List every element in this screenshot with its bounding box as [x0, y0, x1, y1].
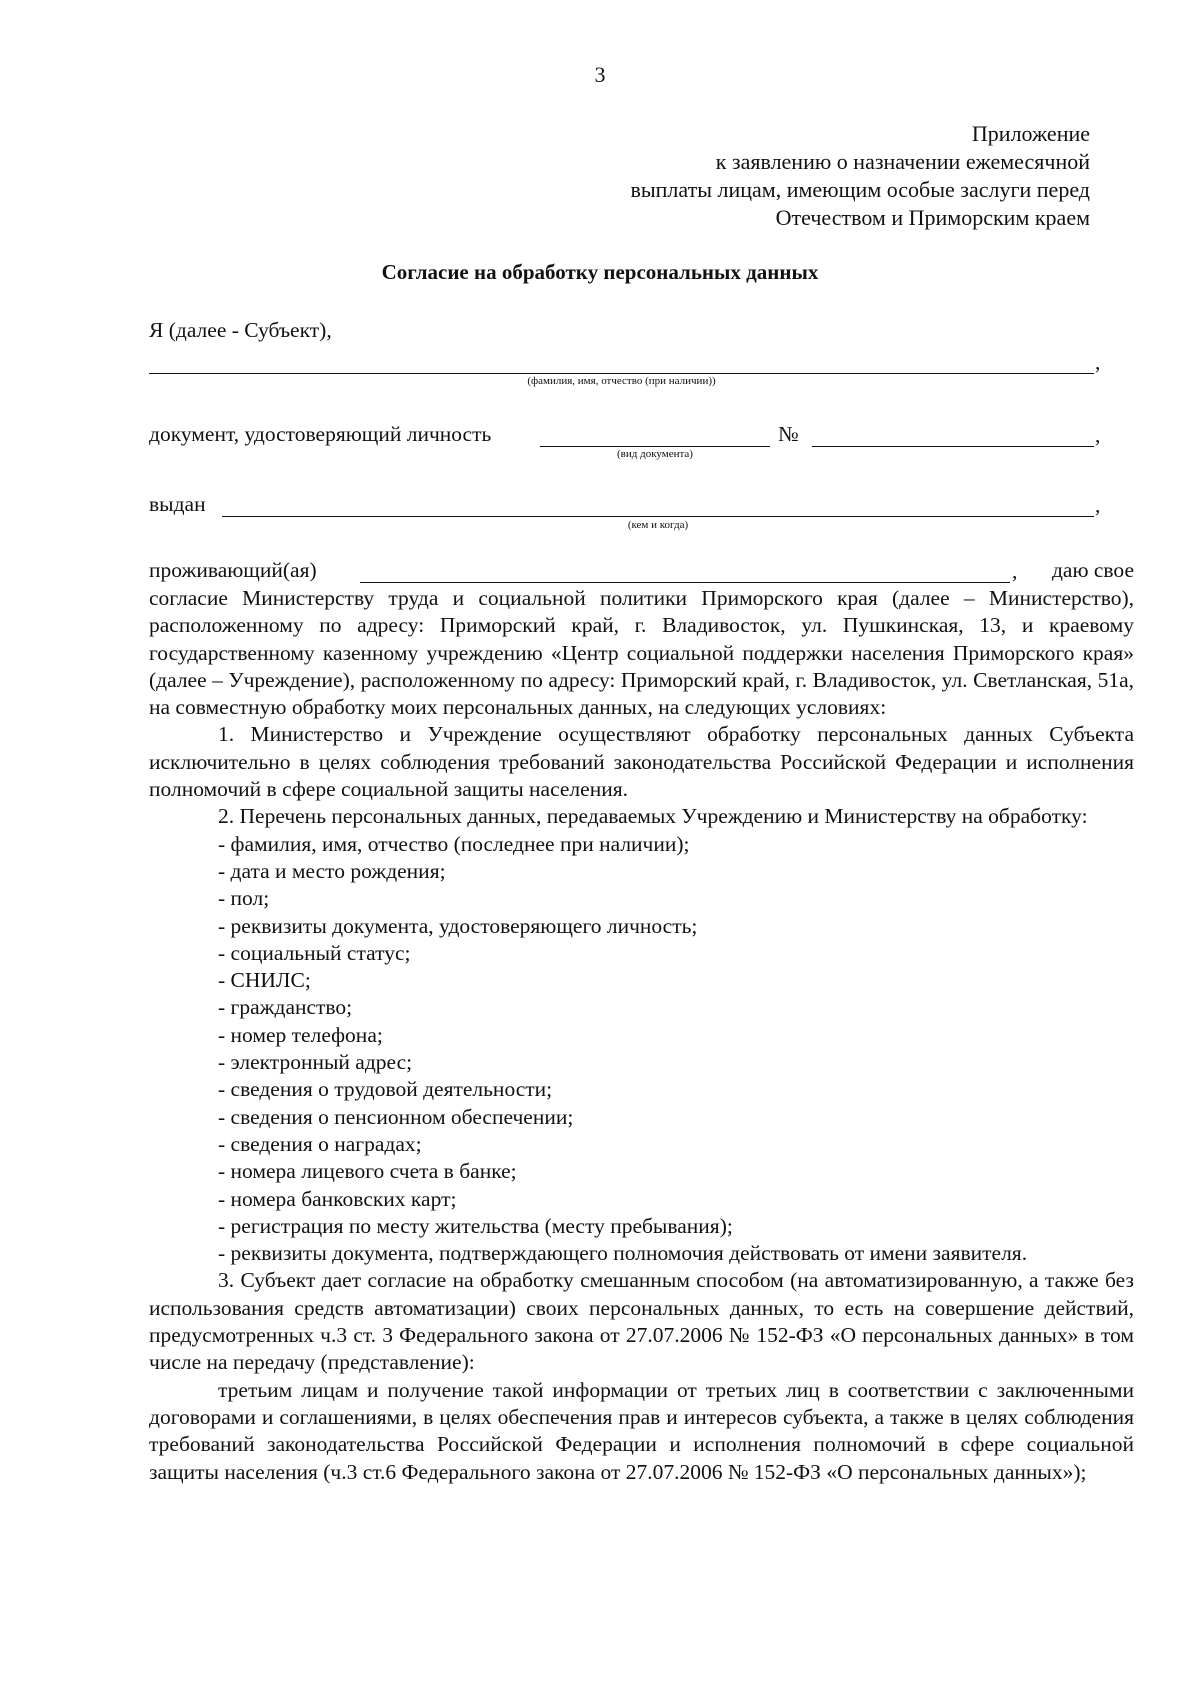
list-item: - номера лицевого счета в банке; — [218, 1159, 517, 1184]
intro-paragraph: согласие Министерству труда и социальной политики Приморского края (далее – Министерство), расположенному по адресу: Приморский край, г. Владивосток, ул. Пушкинская, 13, и краевому государственному казенному учреждению «Центр социальной поддержки населения Приморского края» (далее – Учреждение), расположенному по адресу: Приморский край, г. Владивосток, ул. Светланская, 51а, на совместную обработку моих персональных данных, на следующих условиях: — [149, 586, 1134, 720]
consent-body — [149, 585, 1134, 1486]
list-item: - сведения о наградах; — [218, 1131, 422, 1156]
fio-caption: (фамилия, имя, отчество (при наличии)) — [527, 375, 716, 387]
clause-3: 3. Субъект дает согласие на обработку смешанным способом (на автоматизированную, а также без использования средств автоматизации) своих персональных данных, то есть на совершение действий, предусмотренных ч.3 ст. 3 Федерального закона от 27.07.2006 № 152-ФЗ «О персональных данных» в том числе на передачу (представление): — [149, 1268, 1134, 1375]
clause-3-continuation: третьим лицам и получение такой информации от третьих лиц в соответствии с заключенными договорами и соглашениями, в целях обеспечения прав и интересов субъекта, а также в целях соблюдения требований законодательства Российской Федерации и исполнения полномочий в сфере социальной защиты населения (ч.3 ст.6 Федерального закона от 27.07.2006 № 152-ФЗ «О персональных данных»); — [149, 1377, 1134, 1484]
list-item: - фамилия, имя, отчество (последнее при наличии); — [218, 831, 690, 856]
issued-caption: (кем и когда) — [627, 519, 689, 531]
residence-comma: , — [1012, 559, 1018, 583]
consent-start: даю свое — [1051, 558, 1134, 582]
document-type-field[interactable] — [540, 422, 770, 447]
subject-label: Я (далее - Субъект), — [149, 318, 332, 342]
appendix-header — [450, 120, 1090, 232]
document-type-caption: (вид документа) — [617, 448, 693, 460]
list-item: - электронный адрес; — [218, 1050, 413, 1075]
document-number-field[interactable] — [812, 422, 1094, 447]
list-item: - СНИЛС; — [218, 968, 311, 993]
list-item: - дата и место рождения; — [218, 858, 446, 883]
resides-label: проживающий(ая) — [149, 558, 317, 582]
issued-comma: , — [1095, 493, 1101, 517]
list-item-last: - реквизиты документа, подтверждающего полномочия действовать от имени заявителя. — [218, 1241, 1028, 1266]
residence-field[interactable] — [360, 558, 1010, 583]
fio-comma: , — [1095, 350, 1101, 374]
list-item: - социальный статус; — [218, 940, 411, 965]
number-sign: № — [778, 422, 799, 446]
clause-1: 1. Министерство и Учреждение осуществляют обработку персональных данных Субъекта исключительно в целях соблюдения требований законодательства Российской Федерации и исполнения полномочий в сфере социальной защиты населения. — [149, 722, 1134, 802]
list-item: - сведения о трудовой деятельности; — [218, 1077, 553, 1102]
data-list — [149, 831, 1134, 1240]
issued-label: выдан — [149, 492, 206, 516]
document-comma: , — [1095, 423, 1101, 447]
list-item: - пол; — [218, 886, 270, 911]
appendix-line-3: выплаты лицам, имеющим особые заслуги перед — [630, 177, 1090, 202]
appendix-line-1: Приложение — [971, 121, 1090, 146]
page-number: 3 — [594, 62, 606, 87]
list-item: - номер телефона; — [218, 1022, 383, 1047]
list-item: - номера банковских карт; — [218, 1186, 457, 1211]
issued-field[interactable] — [222, 492, 1094, 517]
fio-field[interactable] — [149, 351, 1094, 374]
list-item: - реквизиты документа, удостоверяющего личность; — [218, 913, 698, 938]
appendix-line-2: к заявлению о назначении ежемесячной — [715, 149, 1090, 174]
appendix-line-4: Отечеством и Приморским краем — [775, 205, 1090, 230]
document-title: Согласие на обработку персональных данных — [381, 260, 819, 284]
list-item: - гражданство; — [218, 995, 353, 1020]
clause-2: 2. Перечень персональных данных, передаваемых Учреждению и Министерству на обработку: — [218, 804, 1088, 829]
list-item: - регистрация по месту жительства (месту пребывания); — [218, 1213, 733, 1238]
list-item: - сведения о пенсионном обеспечении; — [218, 1104, 574, 1129]
document-label: документ, удостоверяющий личность — [149, 422, 492, 446]
